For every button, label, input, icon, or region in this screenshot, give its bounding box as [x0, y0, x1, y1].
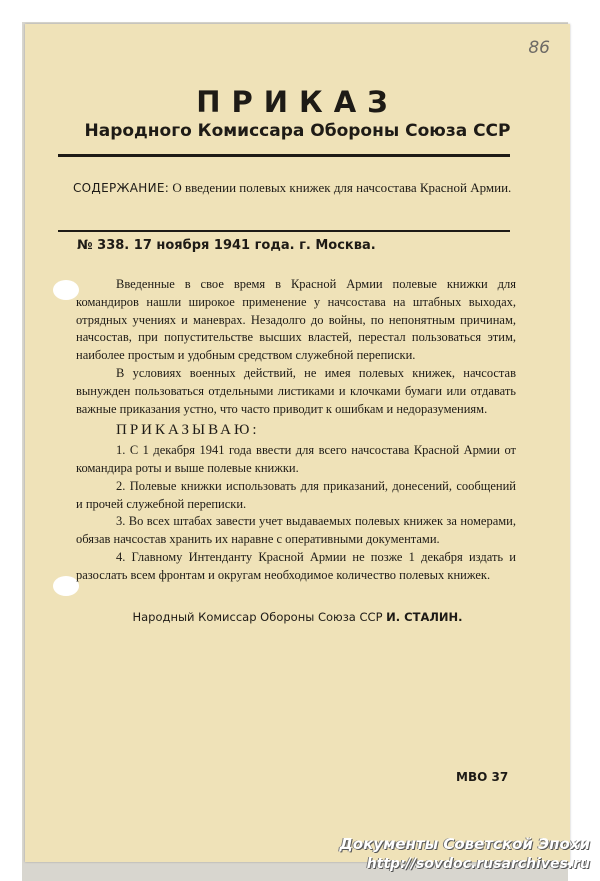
summary-line [73, 180, 513, 196]
header-rule-thick [58, 154, 510, 157]
order-item-1: 1. С 1 декабря 1941 года ввести для всего начсостава Красной Армии от командира роты и выше полевые книжки. [76, 443, 516, 475]
header-rule-thin [58, 230, 510, 232]
order-item-2: 2. Полевые книжки использовать для приказаний, донесений, сообщений и прочей служебной переписки. [76, 478, 516, 511]
watermark-url: http://sovdoc.rusarchives.ru [366, 856, 590, 872]
body-paragraph-2: В условиях военных действий, не имея полевых книжек, начсостав вынужден пользоваться отдельными листиками и клочками бумаги или отдавать важные приказания устно, что часто приводит к ошибкам и недоразумениям. [76, 365, 516, 416]
signature-line [25, 610, 570, 624]
order-item-4: 4. Главному Интенданту Красной Армии не позже 1 декабря издать и разослать всем фронтам и округам необходимое количество полевых книжек. [76, 549, 516, 582]
order-item-3: 3. Во всех штабах завести учет выдаваемых полевых книжек за номерами, обязав начсостав хранить их наравне с оперативными документами. [76, 514, 516, 547]
right-margin [568, 0, 600, 881]
page-number: 86 [528, 38, 550, 58]
signature-position: Народный Комиссар Обороны Союза ССР [132, 610, 383, 624]
watermark-title: Документы Советской Эпохи [339, 835, 590, 853]
orders-heading: ПРИКАЗЫВАЮ: [116, 422, 260, 439]
signature-name: И. СТАЛИН. [386, 610, 463, 624]
document-title: ПРИКАЗ [196, 85, 399, 119]
summary-text: О введении полевых книжек для начсостава Красной Армии. [172, 180, 512, 195]
top-margin [0, 0, 600, 22]
archive-watermark [339, 834, 590, 874]
left-margin [0, 0, 22, 881]
body-paragraph-1: Введенные в свое время в Красной Армии полевые книжки для командиров нашли широкое применение у начсостава на штабных выходах, отрядных учениях и маневрах. Незадолго до войны, по непонятным причинам, начсостав, при попустительстве высших властей, перестал пользоваться этим, наиболее простым и удобным средством служебной переписки. [76, 277, 516, 363]
order-body [76, 276, 516, 585]
document-sheet [25, 24, 570, 862]
document-subtitle: Народного Комиссара Обороны Союза ССР [84, 121, 511, 141]
order-number: № 338. 17 ноября 1941 года. г. Москва. [77, 238, 376, 253]
summary-label: СОДЕРЖАНИЕ: [73, 181, 170, 195]
print-code: МВО 37 [456, 770, 509, 784]
